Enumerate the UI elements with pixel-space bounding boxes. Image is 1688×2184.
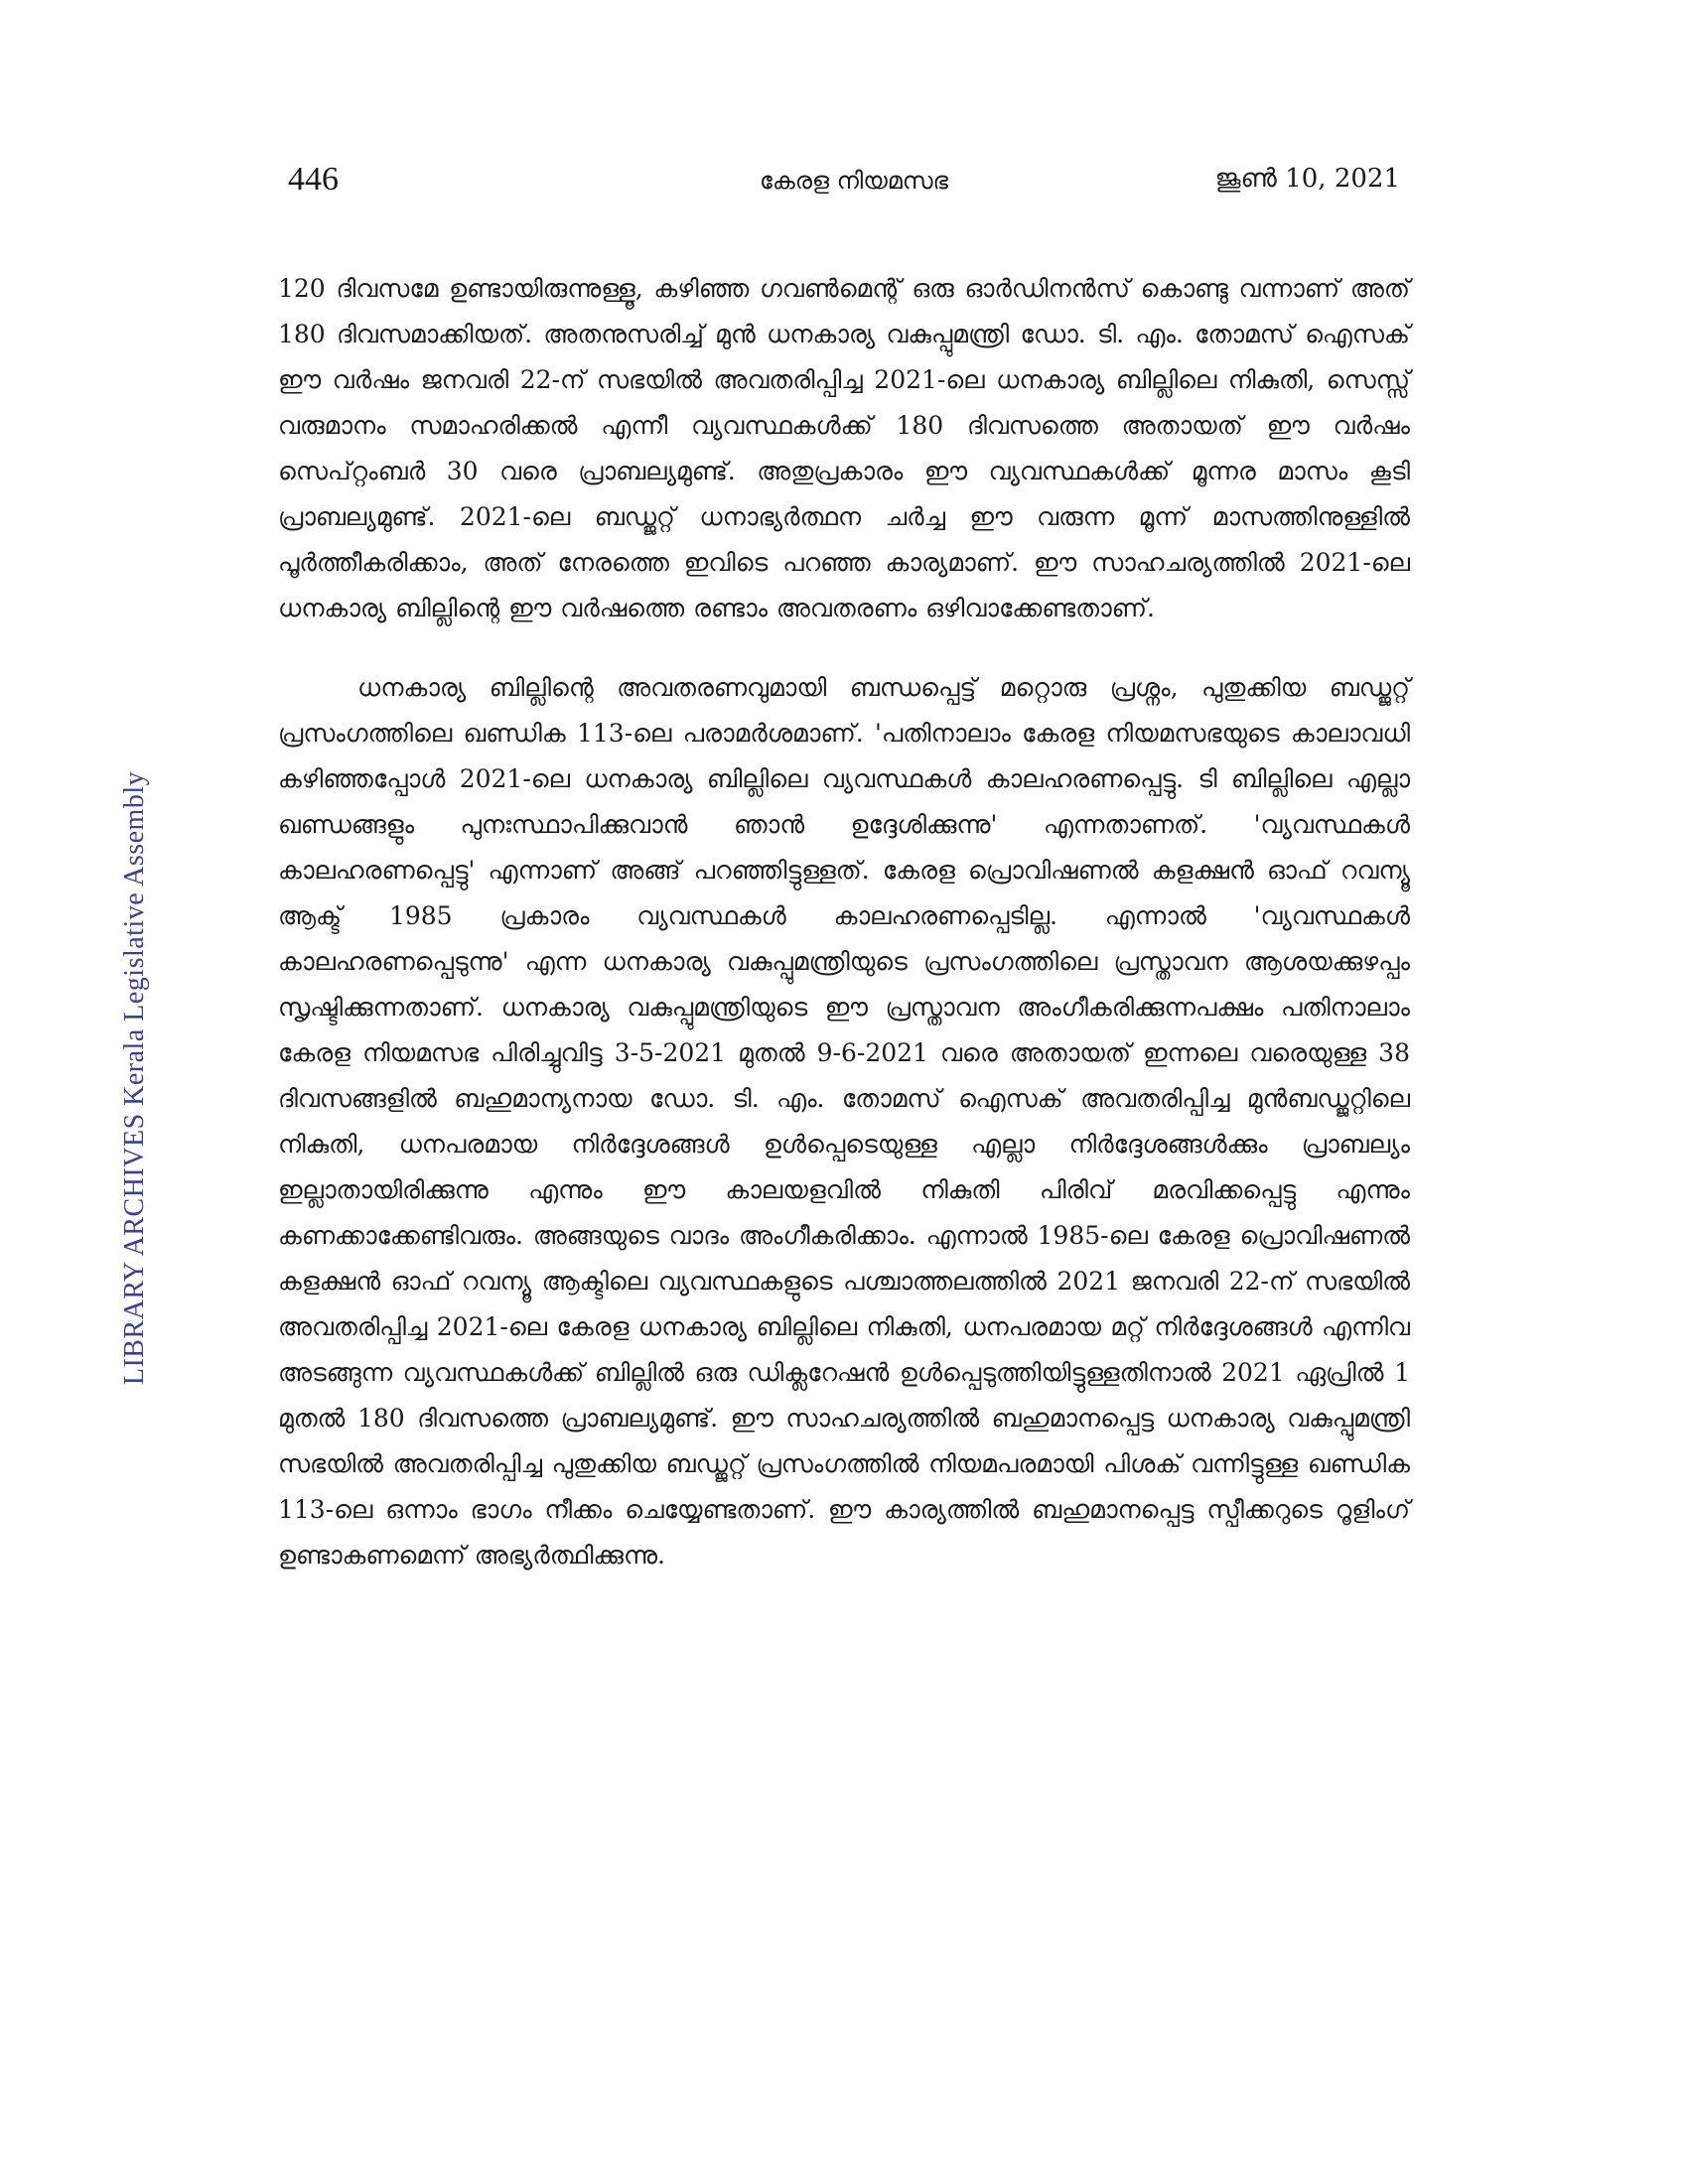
paragraph-1: 120 ദിവസമേ ഉണ്ടായിരുന്നുള്ളൂ, കഴിഞ്ഞ ഗവൺമെന്റ് ഒരു ഓർഡിനൻസ് കൊണ്ടു വന്നാണ് അത് 180 ദിവസമാക്കിയത്. അതനുസരിച്ച് മുൻ ധനകാര്യ വകുപ്പുമന്ത്രി ഡോ. ടി. എം. തോമസ് ഐസക് ഈ വർഷം ജനവരി 22-ന് സഭയിൽ അവതരിപ്പിച്ച 2021-ലെ ധനകാര്യ ബില്ലിലെ നികുതി, സെസ്സ് വരുമാനം സമാഹരിക്കൽ എന്നീ വ്യവസ്ഥകൾക്ക് 180 ദിവസത്തെ അതായത് ഈ വർഷം സെപ്റ്റംബർ 30 വരെ പ്രാബല്യമുണ്ട്. അതുപ്രകാരം ഈ വ്യവസ്ഥകൾക്ക് മൂന്നര മാസം കൂടി പ്രാബല്യമുണ്ട്. 2021-ലെ ബഡ്ജറ്റ് ധനാഭ്യർത്ഥന ചർച്ച ഈ വരുന്ന മൂന്ന് മാസത്തിനുള്ളിൽ പൂർത്തീകരിക്കാം, അത് നേരത്തെ ഇവിടെ പറഞ്ഞ കാര്യമാണ്. ഈ സാഹചര്യത്തിൽ 2021-ലെ ധനകാര്യ ബില്ലിന്റെ ഈ വർഷത്തെ രണ്ടാം അവതരണം ഒഴിവാക്കേണ്ടതാണ്. — [278, 274, 1410, 622]
running-title: കേരള നിയമസഭ — [759, 167, 949, 195]
page-number: 446 — [288, 161, 339, 198]
side-watermark: LIBRARY ARCHIVES Kerala Legislative Assembly — [119, 770, 150, 1386]
paragraph-2: ധനകാര്യ ബില്ലിന്റെ അവതരണവുമായി ബന്ധപ്പെട്ട് മറ്റൊരു പ്രശ്നം, പുതുക്കിയ ബഡ്ജറ്റ് പ്രസംഗത്തിലെ ഖണ്ഡിക 113-ലെ പരാമർശമാണ്. 'പതിനാലാം കേരള നിയമസഭയുടെ കാലാവധി കഴിഞ്ഞപ്പോൾ 2021-ലെ ധനകാര്യ ബില്ലിലെ വ്യവസ്ഥകൾ കാലഹരണപ്പെട്ടു. ടി ബില്ലിലെ എല്ലാ ഖണ്ഡങ്ങളും പുനഃസ്ഥാപിക്കുവാൻ ഞാൻ ഉദ്ദേശിക്കുന്നു' എന്നതാണത്. 'വ്യവസ്ഥകൾ കാലഹരണപ്പെട്ടു' എന്നാണ് അങ്ങ് പറഞ്ഞിട്ടുള്ളത്. കേരള പ്രൊവിഷണൽ കളക്ഷൻ ഓഫ് റവന്യൂ ആക്ട് 1985 പ്രകാരം വ്യവസ്ഥകൾ കാലഹരണപ്പെടില്ല. എന്നാൽ 'വ്യവസ്ഥകൾ കാലഹരണപ്പെടുന്നു' എന്ന ധനകാര്യ വകുപ്പുമന്ത്രിയുടെ പ്രസംഗത്തിലെ പ്രസ്താവന ആശയക്കുഴപ്പം സൃഷ്ടിക്കുന്നതാണ്. ധനകാര്യ വകുപ്പുമന്ത്രിയുടെ ഈ പ്രസ്താവന അംഗീകരിക്കുന്നപക്ഷം പതിനാലാം കേരള നിയമസഭ പിരിച്ചുവിട്ട 3-5-2021 മുതൽ 9-6-2021 വരെ അതായത് ഇന്നലെ വരെയുള്ള 38 ദിവസങ്ങളിൽ ബഹുമാന്യനായ ഡോ. ടി. എം. തോമസ് ഐസക് അവതരിപ്പിച്ച മുൻബഡ്ജറ്റിലെ നികുതി, ധനപരമായ നിർദ്ദേശങ്ങൾ ഉൾപ്പെടെയുള്ള എല്ലാ നിർദ്ദേശങ്ങൾക്കും പ്രാബല്യം ഇല്ലാതായിരിക്കുന്നു എന്നും ഈ കാലയളവിൽ നികുതി പിരിവ് മരവിക്കപ്പെട്ടു എന്നും കണക്കാക്കേണ്ടിവരും. അങ്ങയുടെ വാദം അംഗീകരിക്കാം. എന്നാൽ 1985-ലെ കേരള പ്രൊവിഷണൽ കളക്ഷൻ ഓഫ് റവന്യൂ ആക്ടിലെ വ്യവസ്ഥകളുടെ പശ്ചാത്തലത്തിൽ 2021 ജനവരി 22-ന് സഭയിൽ അവതരിപ്പിച്ച 2021-ലെ കേരള ധനകാര്യ ബില്ലിലെ നികുതി, ധനപരമായ മറ്റ് നിർദ്ദേശങ്ങൾ എന്നിവ അടങ്ങുന്ന വ്യവസ്ഥകൾക്ക് ബില്ലിൽ ഒരു ഡിക്ലറേഷൻ ഉൾപ്പെടുത്തിയിട്ടുള്ളതിനാൽ 2021 ഏപ്രിൽ 1 മുതൽ 180 ദിവസത്തെ പ്രാബല്യമുണ്ട്. ഈ സാഹചര്യത്തിൽ ബഹുമാനപ്പെട്ട ധനകാര്യ വകുപ്പുമന്ത്രി സഭയിൽ അവതരിപ്പിച്ച പുതുക്കിയ ബഡ്ജറ്റ് പ്രസംഗത്തിൽ നിയമപരമായി പിശക് വന്നിട്ടുള്ള ഖണ്ഡിക 113-ലെ ഒന്നാം ഭാഗം നീക്കം ചെയ്യേണ്ടതാണ്. ഈ കാര്യത്തിൽ ബഹുമാനപ്പെട്ട സ്പീക്കറുടെ റൂളിംഗ് ഉണ്ടാകണമെന്ന് അഭ്യർത്ഥിക്കുന്നു. — [278, 673, 1410, 1570]
header-date: ജൂൺ 10, 2021 — [1214, 164, 1400, 194]
body-text — [278, 266, 1410, 1578]
